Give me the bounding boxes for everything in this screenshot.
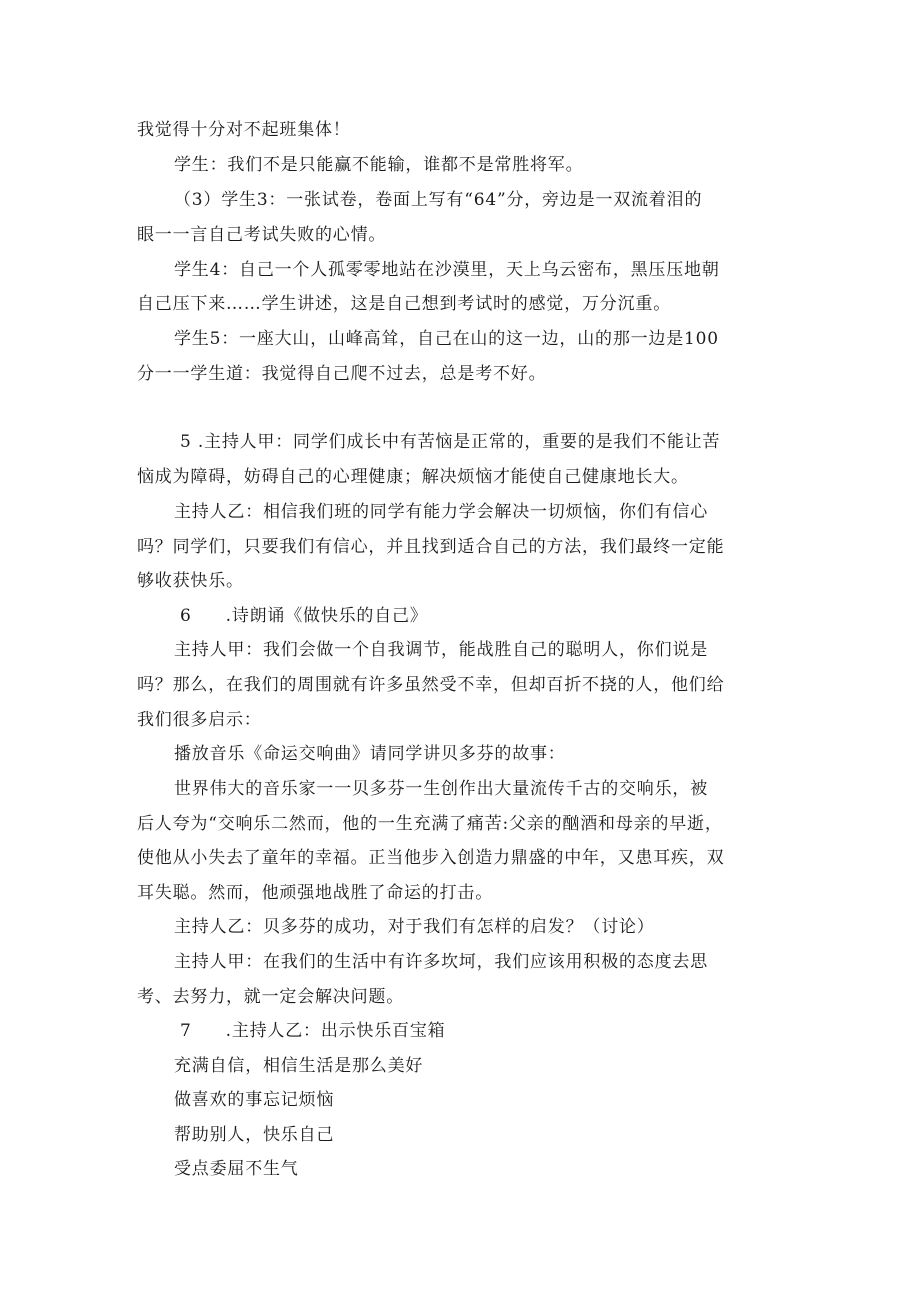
section-number: 7 xyxy=(180,1021,192,1041)
paragraph-line: 播放音乐《命运交响曲》请同学讲贝多芬的故事： xyxy=(174,744,566,764)
paragraph-line: 主持人乙：相信我们班的同学有能力学会解决一切烦恼，你们有信心 xyxy=(174,502,708,522)
paragraph-line: 学生：我们不是只能赢不能输，谁都不是常胜将军。 xyxy=(174,155,584,175)
paragraph-line: 恼成为障碍，妨碍自己的心理健康；解决烦恼才能使自己健康地长大。 xyxy=(137,467,689,487)
section-heading-5: 5 .主持人甲：同学们成长中有苦恼是正常的，重要的是我们不能让苦 xyxy=(180,432,721,452)
paragraph-line: 使他从小失去了童年的幸福。正当他步入创造力鼎盛的中年，又患耳疾，双 xyxy=(137,848,725,868)
paragraph-line: 世界伟大的音乐家一一贝多芬一生创作出大量流传千古的交响乐，被 xyxy=(174,779,708,799)
paragraph-line: 主持人乙：贝多芬的成功，对于我们有怎样的启发？（讨论） xyxy=(174,917,655,937)
paragraph-line: 自己压下来……学生讲述，这是自己想到考试时的感觉，万分沉重。 xyxy=(137,294,671,314)
paragraph-line: 我们很多启示： xyxy=(137,710,262,730)
section-heading-7 xyxy=(180,1019,840,1043)
paragraph-line: 吗？那么，在我们的周围就有许多虽然受不幸，但却百折不挠的人，他们给 xyxy=(137,675,725,695)
paragraph-line: 学生5：一座大山，山峰高耸，自己在山的这一边，山的那一边是100 xyxy=(174,329,719,349)
paragraph-line: 分一一学生道：我觉得自己爬不过去，总是考不好。 xyxy=(137,364,547,384)
list-item: 受点委屈不生气 xyxy=(174,1159,299,1179)
list-item: 做喜欢的事忘记烦恼 xyxy=(174,1090,335,1110)
paragraph-line: （3）学生3：一张试卷，卷面上写有“64”分，旁边是一双流着泪的 xyxy=(174,190,703,210)
paragraph-line: 后人夸为“交响乐二然而，他的一生充满了痛苦:父亲的酗酒和母亲的早逝， xyxy=(137,814,723,834)
paragraph-line: 考、去努力，就一定会解决问题。 xyxy=(137,987,404,1007)
paragraph-line: 主持人甲：在我们的生活中有许多坎坷，我们应该用积极的态度去思 xyxy=(174,952,708,972)
section-number: 6 xyxy=(180,606,192,626)
paragraph-line: 眼一一言自己考试失败的心情。 xyxy=(137,225,387,245)
section-title: .主持人乙：出示快乐百宝箱 xyxy=(225,1021,446,1041)
paragraph-line: 主持人甲：我们会做一个自我调节，能战胜自己的聪明人，你们说是 xyxy=(174,640,708,660)
section-heading-6 xyxy=(180,604,840,628)
paragraph-line: 够收获快乐。 xyxy=(137,571,244,591)
paragraph-line: 吗？同学们，只要我们有信心，并且找到适合自己的方法，我们最终一定能 xyxy=(137,537,725,557)
paragraph-line: 我觉得十分对不起班集体！ xyxy=(137,120,351,140)
paragraph-line: 学生4：自己一个人孤零零地站在沙漠里，天上乌云密布，黑压压地朝 xyxy=(174,260,720,280)
list-item: 帮助别人，快乐自己 xyxy=(174,1125,335,1145)
paragraph-line: 耳失聪。然而，他顽强地战胜了命运的打击。 xyxy=(137,883,493,903)
list-item: 充满自信，相信生活是那么美好 xyxy=(174,1056,424,1076)
section-title: .诗朗诵《做快乐的自己》 xyxy=(225,606,428,626)
